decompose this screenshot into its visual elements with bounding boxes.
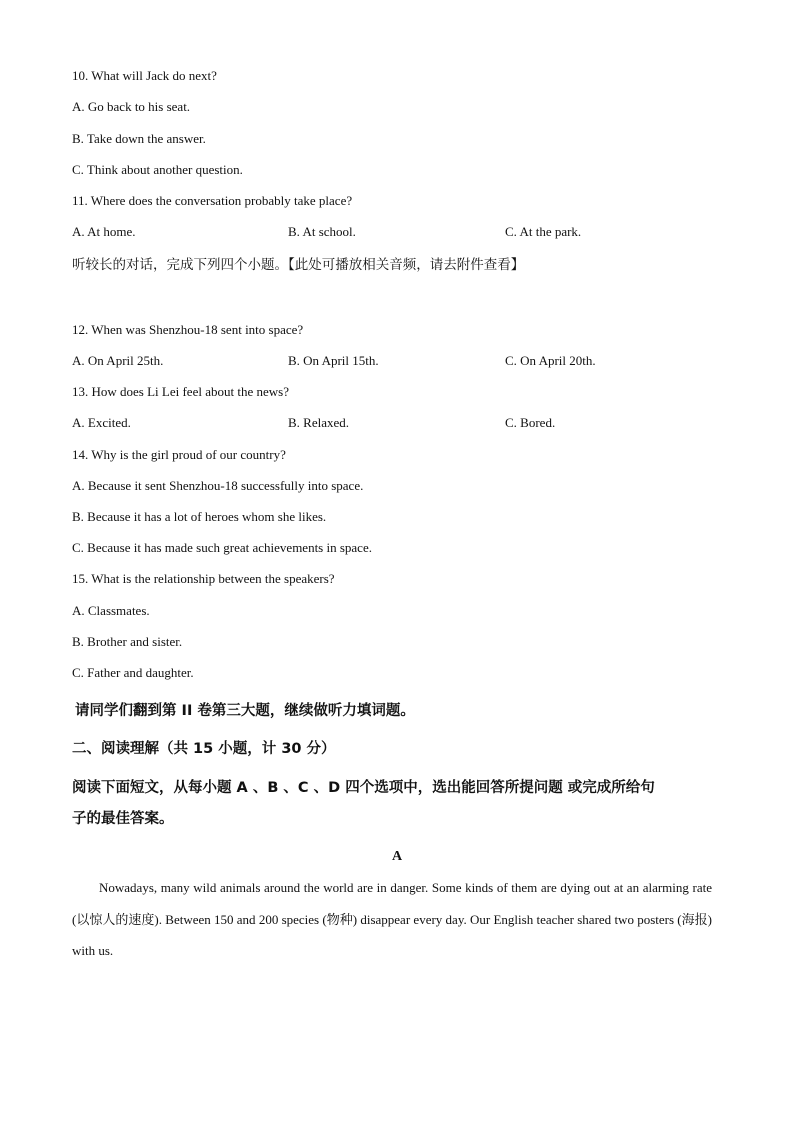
question-10-option-a: A. Go back to his seat. — [72, 99, 191, 114]
question-14: 14. Why is the girl proud of our country? — [72, 447, 286, 462]
question-12-option-a: A. On April 25th. — [72, 353, 164, 368]
reading-instruction-line-2: 子的最佳答案。 — [72, 811, 174, 827]
question-11-option-b: B. At school. — [288, 224, 356, 239]
section-title: 二、阅读理解（共 15 小题，计 30 分） — [72, 741, 336, 757]
reading-instruction-line-1: 阅读下面短文，从每小题 A 、B 、C 、D 四个选项中，选出能回答所提问题 或完成所给句 — [72, 780, 655, 796]
question-13: 13. How does Li Lei feel about the news? — [72, 384, 289, 399]
question-11: 11. Where does the conversation probably take place? — [72, 193, 353, 208]
question-12-option-b: B. On April 15th. — [288, 353, 379, 368]
question-10-option-b: B. Take down the answer. — [72, 131, 206, 146]
question-13-option-c: C. Bored. — [505, 415, 556, 430]
question-15-option-b: B. Brother and sister. — [72, 634, 183, 649]
question-11-option-a: A. At home. — [72, 224, 136, 239]
question-12-option-c: C. On April 20th. — [505, 353, 596, 368]
question-14-option-a: A. Because it sent Shenzhou-18 successfully into space. — [72, 478, 364, 493]
question-13-option-b: B. Relaxed. — [288, 415, 350, 430]
question-15-option-a: A. Classmates. — [72, 603, 150, 618]
passage-text: Nowadays, many wild animals around the world are in danger. Some kinds of them are dying out at an alarming rate (以惊人的速度). Between 150 and 200 species (物种) disappear every day. Our English teacher shared two posters (海报) with us. — [72, 880, 712, 958]
question-13-option-a: A. Excited. — [72, 415, 131, 430]
question-10-option-c: C. Think about another question. — [72, 162, 243, 177]
question-14-option-c: C. Because it has made such great achievements in space. — [72, 540, 372, 555]
long-conversation-instruction: 听较长的对话，完成下列四个小题。【此处可播放相关音频，请去附件查看】 — [72, 257, 525, 273]
question-12: 12. When was Shenzhou-18 sent into space? — [72, 322, 304, 337]
question-14-option-b: B. Because it has a lot of heroes whom she likes. — [72, 509, 327, 524]
question-10: 10. What will Jack do next? — [72, 68, 217, 83]
turn-page-instruction: 请同学们翻到第 II 卷第三大题，继续做听力填词题。 — [75, 703, 415, 719]
question-11-option-c: C. At the park. — [505, 224, 582, 239]
question-15: 15. What is the relationship between the speakers? — [72, 571, 335, 586]
question-15-option-c: C. Father and daughter. — [72, 665, 194, 680]
passage-label: A — [391, 849, 403, 864]
